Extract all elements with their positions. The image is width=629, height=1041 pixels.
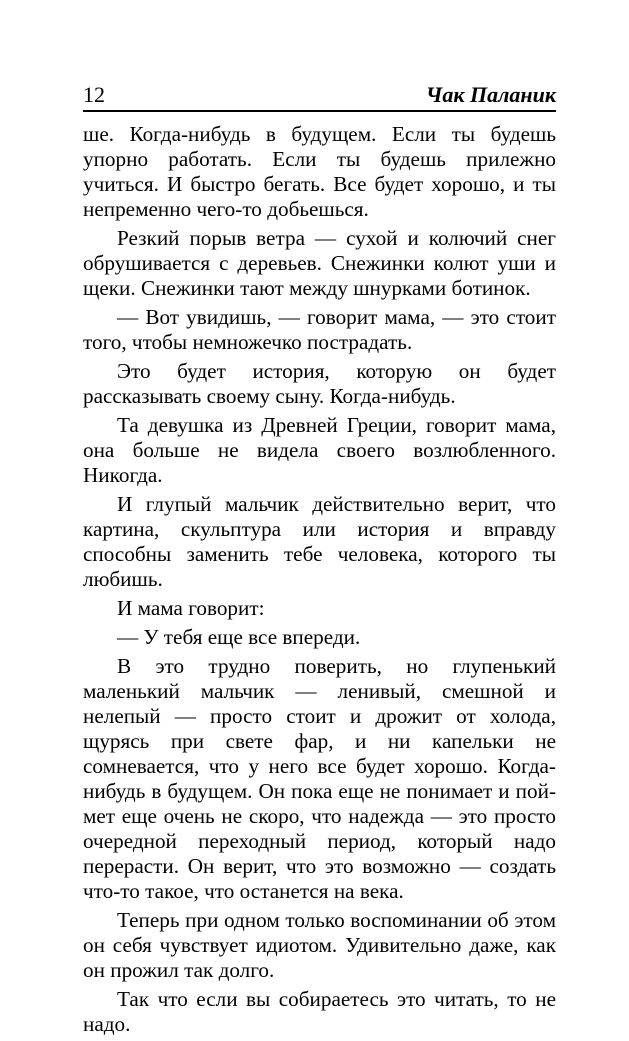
paragraph-dialogue: — У тебя еще все впереди. — [117, 625, 361, 649]
body-text — [83, 122, 556, 1041]
paragraph: Теперь при одном только воспоминании об этом он себя чувствует идиотом. Удивительно даже, как он прожил так долго. — [83, 908, 556, 982]
paragraph: Так что если вы собираетесь это читать, то не надо. — [83, 987, 556, 1036]
running-title: Чак Паланик — [425, 82, 556, 107]
paragraph: И мама говорит: — [117, 596, 265, 620]
paragraph: Это будет история, которую он будет рассказывать своему сыну. Когда-нибудь. — [83, 359, 556, 408]
paragraph: Та девушка из Древней Греции, говорит мама, она больше не видела своего возлюбленного. Никогда. — [83, 413, 556, 487]
header-rule — [83, 110, 556, 112]
paragraph: В это трудно поверить, но глупенький маленький мальчик — ленивый, смешной и нелепый — просто стоит и дрожит от холода, щурясь при свете фар, и ни капельки не сомневается, что у него все будет хорошо. Когда-нибудь в будущем. Он пока еще не понимает и поймет еще очень не скоро, что надежда — это просто очередной переходный период, который надо перерасти. Он верит, что это возможно — создать что-то такое, что останется на века. — [83, 654, 556, 903]
paragraph-continued: ше. Когда-нибудь в будущем. Если ты будешь упорно работать. Если ты будешь прилежно учиться. И быстро бегать. Все будет хорошо, и ты непременно чего-то добьешься. — [83, 122, 556, 221]
page-number: 12 — [83, 82, 105, 107]
paragraph-dialogue: — Вот увидишь, — говорит мама, — это стоит того, чтобы немножечко пострадать. — [83, 305, 556, 354]
paragraph: Резкий порыв ветра — сухой и колючий снег обрушивается с деревьев. Снежинки колют уши и щеки. Снежинки тают между шнурками ботинок. — [83, 226, 556, 300]
page-header — [83, 82, 556, 108]
paragraph: И глупый мальчик действительно верит, что картина, скульптура или история и вправду способны заменить тебе человека, которого ты любишь. — [83, 492, 556, 591]
